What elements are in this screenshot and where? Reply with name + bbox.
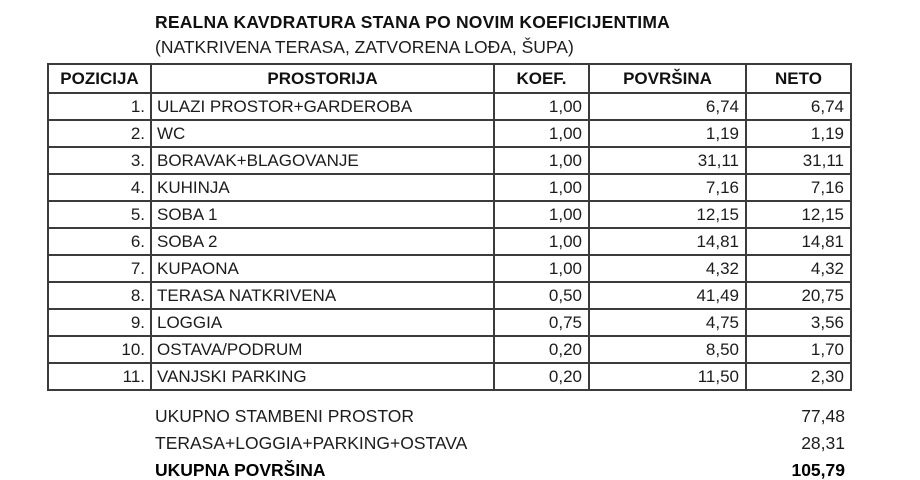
summary-value: 105,79 — [791, 460, 845, 480]
header-pozicija: POZICIJA — [48, 64, 151, 93]
neto-cell: 1,70 — [746, 336, 851, 363]
room-cell: LOGGIA — [151, 309, 494, 336]
povrsina-cell: 12,15 — [589, 201, 746, 228]
table-row — [48, 228, 851, 255]
povrsina-cell: 31,11 — [589, 147, 746, 174]
povrsina-cell: 8,50 — [589, 336, 746, 363]
summary-value: 77,48 — [801, 406, 845, 426]
room-cell: TERASA NATKRIVENA — [151, 282, 494, 309]
table-row — [48, 120, 851, 147]
summary-label: UKUPNA POVRŠINA — [155, 460, 326, 480]
room-cell: SOBA 2 — [151, 228, 494, 255]
table-body — [48, 93, 851, 390]
koef-cell: 1,00 — [494, 255, 589, 282]
summary-label: UKUPNO STAMBENI PROSTOR — [155, 406, 414, 426]
table-row — [48, 336, 851, 363]
pos-cell: 2. — [48, 120, 151, 147]
room-cell: KUHINJA — [151, 174, 494, 201]
table-row — [48, 282, 851, 309]
koef-cell: 0,20 — [494, 363, 589, 390]
koef-cell: 0,20 — [494, 336, 589, 363]
summary-line — [0, 404, 920, 431]
document-title: REALNA KAVDRATURA STANA PO NOVIM KOEFICIJENTIMA — [155, 12, 670, 32]
neto-cell: 3,56 — [746, 309, 851, 336]
neto-cell: 31,11 — [746, 147, 851, 174]
room-cell: VANJSKI PARKING — [151, 363, 494, 390]
table-row — [48, 309, 851, 336]
pos-cell: 3. — [48, 147, 151, 174]
table-row — [48, 255, 851, 282]
room-cell: BORAVAK+BLAGOVANJE — [151, 147, 494, 174]
summary-section — [0, 404, 920, 480]
table-header-row — [48, 64, 851, 93]
header-prostorija: PROSTORIJA — [151, 64, 494, 93]
neto-cell: 1,19 — [746, 120, 851, 147]
povrsina-cell: 4,32 — [589, 255, 746, 282]
room-cell: SOBA 1 — [151, 201, 494, 228]
table-row — [48, 174, 851, 201]
pos-cell: 9. — [48, 309, 151, 336]
neto-cell: 4,32 — [746, 255, 851, 282]
pos-cell: 10. — [48, 336, 151, 363]
summary-label: TERASA+LOGGIA+PARKING+OSTAVA — [155, 433, 468, 453]
table-row — [48, 147, 851, 174]
pos-cell: 5. — [48, 201, 151, 228]
pos-cell: 1. — [48, 93, 151, 120]
table-row — [48, 93, 851, 120]
header-koef: KOEF. — [494, 64, 589, 93]
room-cell: OSTAVA/PODRUM — [151, 336, 494, 363]
document-subtitle: (NATKRIVENA TERASA, ZATVORENA LOĐA, ŠUPA) — [155, 37, 574, 57]
pos-cell: 11. — [48, 363, 151, 390]
pos-cell: 7. — [48, 255, 151, 282]
pos-cell: 4. — [48, 174, 151, 201]
koef-cell: 1,00 — [494, 174, 589, 201]
neto-cell: 14,81 — [746, 228, 851, 255]
pos-cell: 8. — [48, 282, 151, 309]
pos-cell: 6. — [48, 228, 151, 255]
summary-line-total — [0, 458, 920, 480]
koef-cell: 0,75 — [494, 309, 589, 336]
table-row — [48, 363, 851, 390]
povrsina-cell: 7,16 — [589, 174, 746, 201]
neto-cell: 2,30 — [746, 363, 851, 390]
povrsina-cell: 4,75 — [589, 309, 746, 336]
summary-line — [0, 431, 920, 458]
neto-cell: 20,75 — [746, 282, 851, 309]
neto-cell: 12,15 — [746, 201, 851, 228]
header-povrsina: POVRŠINA — [589, 64, 746, 93]
koef-cell: 0,50 — [494, 282, 589, 309]
summary-value: 28,31 — [801, 433, 845, 453]
koef-cell: 1,00 — [494, 201, 589, 228]
koef-cell: 1,00 — [494, 93, 589, 120]
table-row — [48, 201, 851, 228]
povrsina-cell: 6,74 — [589, 93, 746, 120]
neto-cell: 6,74 — [746, 93, 851, 120]
povrsina-cell: 11,50 — [589, 363, 746, 390]
room-cell: WC — [151, 120, 494, 147]
povrsina-cell: 41,49 — [589, 282, 746, 309]
koef-cell: 1,00 — [494, 120, 589, 147]
povrsina-cell: 14,81 — [589, 228, 746, 255]
povrsina-cell: 1,19 — [589, 120, 746, 147]
neto-cell: 7,16 — [746, 174, 851, 201]
room-cell: KUPAONA — [151, 255, 494, 282]
koef-cell: 1,00 — [494, 228, 589, 255]
room-cell: ULAZI PROSTOR+GARDEROBA — [151, 93, 494, 120]
area-table — [47, 63, 852, 391]
header-neto: NETO — [746, 64, 851, 93]
koef-cell: 1,00 — [494, 147, 589, 174]
